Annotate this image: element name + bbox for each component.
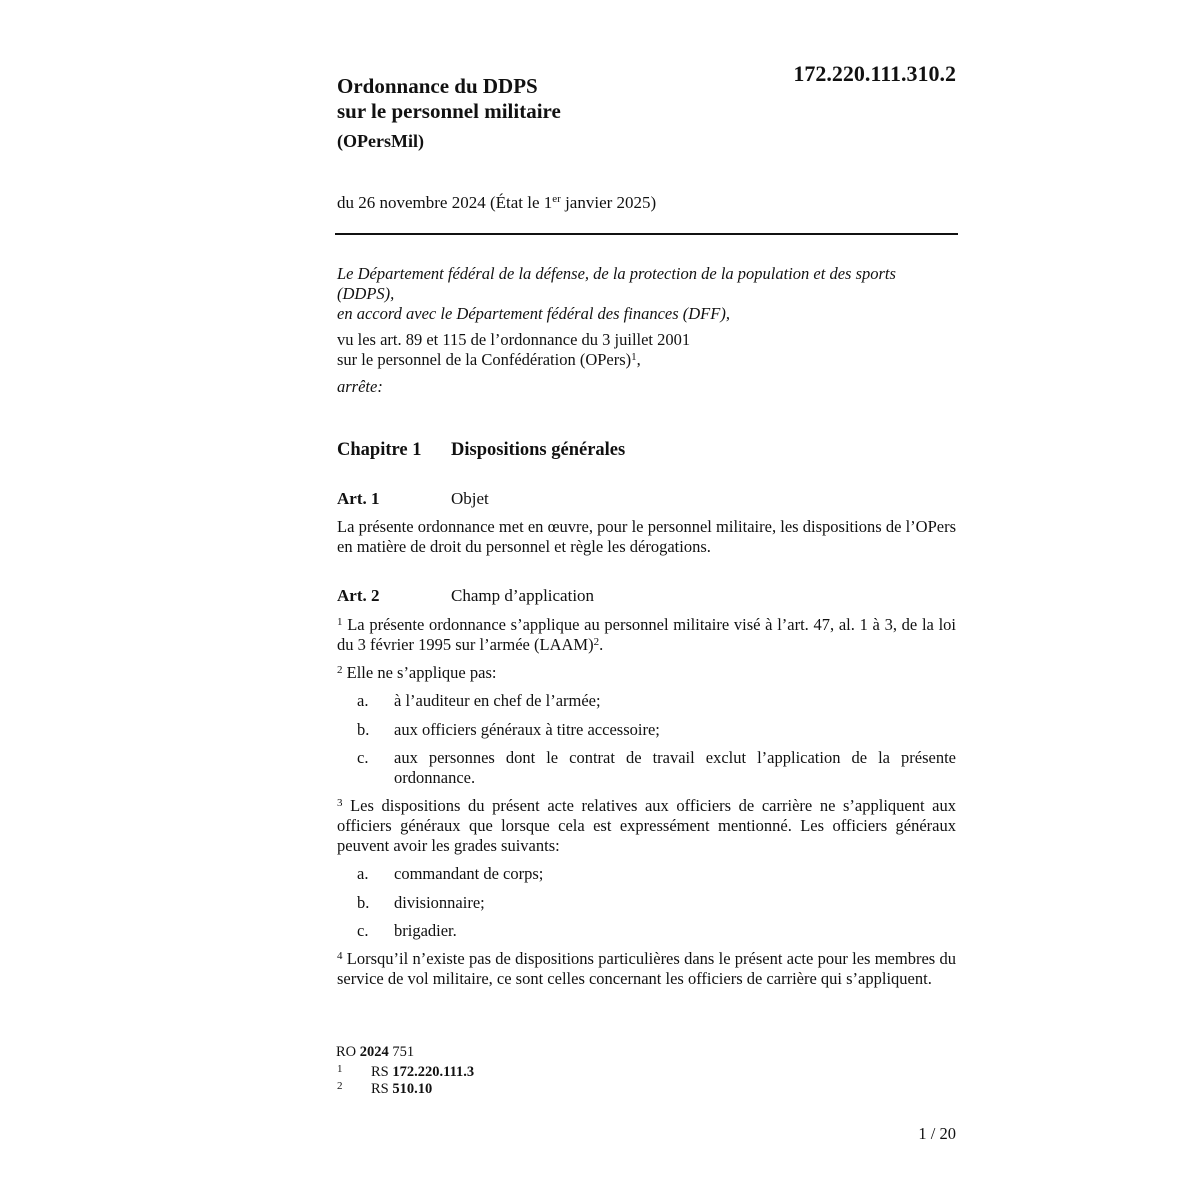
ro-prefix: RO <box>336 1044 360 1060</box>
list-text: aux personnes dont le contrat de travail exclut l’application de la présente ordonnance. <box>394 748 956 787</box>
footnote-link[interactable]: 172.220.111.3 <box>392 1064 475 1080</box>
ro-year: 2024 <box>359 1044 389 1060</box>
article-1-text: La présente ordonnance met en œuvre, pour le personnel militaire, les dispositions de l’OPers en matière de droit du personnel et règle les dérogations. <box>337 517 956 556</box>
paragraph-end: . <box>599 635 604 654</box>
article-2-heading <box>337 585 737 607</box>
footnote-number: 2 <box>337 1080 343 1092</box>
article-1-heading <box>337 488 737 510</box>
footnote-text <box>371 1081 432 1098</box>
title-abbreviation: (OPersMil) <box>337 131 424 151</box>
paragraph-text: Lorsqu’il n’existe pas de dispositions particulières dans le présent acte pour les membres du service de vol militaire, ce sont celles concernant les officiers de carrière qui s’appliquent. <box>337 949 956 988</box>
paragraph-number: 2 <box>337 664 343 676</box>
article-2-number: Art. 2 <box>337 586 380 605</box>
basis-line-2 <box>337 350 956 370</box>
chapter-heading <box>337 438 626 462</box>
article-2-paragraph-1 <box>337 615 956 655</box>
list-letter: c. <box>357 748 369 767</box>
list-text: divisionnaire; <box>394 893 485 912</box>
list-letter: a. <box>357 691 369 710</box>
date-suffix: janvier 2025) <box>560 193 657 212</box>
footnote-prefix: RS <box>371 1064 393 1080</box>
preamble-basis <box>337 330 956 370</box>
page-number: 1 / 20 <box>918 1124 956 1143</box>
basis-text: sur le personnel de la Confédération (OPers) <box>337 350 632 369</box>
list-text: à l’auditeur en chef de l’armée; <box>394 691 601 710</box>
chapter-number: Chapitre 1 <box>337 440 422 460</box>
paragraph-text: Elle ne s’applique pas: <box>342 663 497 682</box>
paragraph-text: Les dispositions du présent acte relatives aux officiers de carrière ne s’appliquent aux officiers généraux que lorsque cela est expressément mentionné. Les officiers généraux peuvent avoir les grades suivants: <box>337 796 956 855</box>
article-1-number: Art. 1 <box>337 489 380 508</box>
issuer-line-2: en accord avec le Département fédéral des finances (DFF), <box>337 304 730 323</box>
list-text: brigadier. <box>394 921 457 940</box>
preamble-decree: arrête: <box>337 377 383 396</box>
list-text: commandant de corps; <box>394 864 544 883</box>
list-letter: b. <box>357 893 370 912</box>
list-letter: a. <box>357 864 369 883</box>
official-compilation-ref <box>336 1043 414 1061</box>
paragraph-number: 1 <box>337 616 343 628</box>
footnote-text <box>371 1064 474 1081</box>
ro-page: 751 <box>388 1044 415 1060</box>
article-1-title: Objet <box>451 489 489 508</box>
article-2-title: Champ d’application <box>451 586 595 605</box>
header-rule <box>335 233 958 235</box>
footnote-prefix: RS <box>371 1081 393 1097</box>
issuer-line-1: Le Département fédéral de la défense, de la protection de la population et des sports (DDPS), <box>337 264 896 303</box>
list-text: aux officiers généraux à titre accessoire; <box>394 720 660 739</box>
article-2-paragraph-3 <box>337 796 956 856</box>
footnote-ref-2[interactable]: 2 <box>593 636 600 648</box>
article-2-paragraph-2 <box>337 663 956 683</box>
date-superscript: er <box>552 193 561 205</box>
preamble-issuer <box>337 264 956 324</box>
title-line-2: sur le personnel militaire <box>337 99 561 123</box>
paragraph-text: La présente ordonnance s’applique au personnel militaire visé à l’art. 47, al. 1 à 3, de la loi du 3 février 1995 sur l’armée (LAAM) <box>337 615 956 654</box>
chapter-title: Dispositions générales <box>451 440 626 460</box>
list-letter: c. <box>357 921 369 940</box>
document-title <box>337 74 757 124</box>
footnote-number: 1 <box>337 1063 343 1075</box>
sr-number: 172.220.111.310.2 <box>793 61 956 86</box>
footnote-ref-1[interactable]: 1 <box>631 351 637 363</box>
footnote-link[interactable]: 510.10 <box>392 1081 433 1097</box>
paragraph-number: 4 <box>337 950 343 962</box>
title-line-1: Ordonnance du DDPS <box>337 74 538 98</box>
paragraph-number: 3 <box>337 797 343 809</box>
date-prefix: du 26 novembre 2024 (État le 1 <box>337 193 553 212</box>
basis-line-1: vu les art. 89 et 115 de l’ordonnance du 3 juillet 2001 <box>337 330 691 349</box>
basis-end: , <box>636 350 641 369</box>
list-letter: b. <box>357 720 370 739</box>
document-date <box>337 191 656 215</box>
article-2-paragraph-4 <box>337 949 956 989</box>
